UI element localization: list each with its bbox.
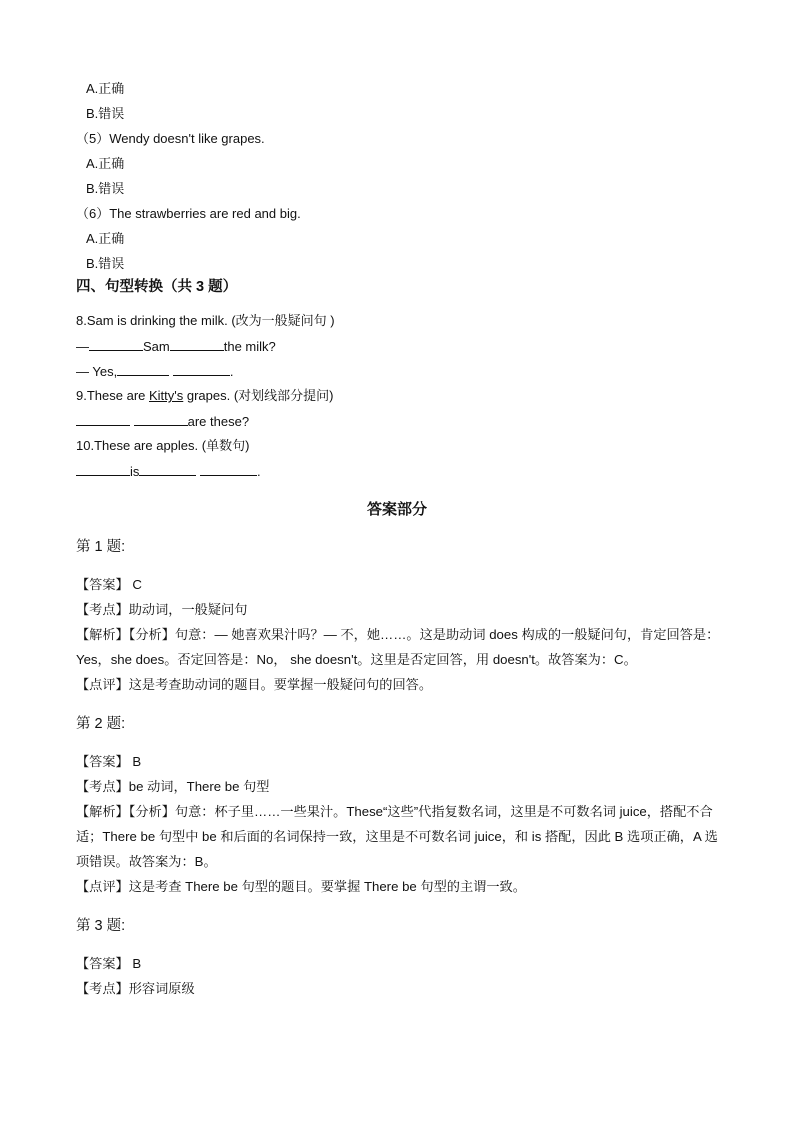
analysis-text: 句意：— 她喜欢果汁吗？— 不，她……。这是助动词 does 构成的一般疑问句，肯定回答是：Yes，she does。否定回答是：No， she doesn't。这里是否定回答，用 doesn't。故答案为：C。 [76, 627, 720, 667]
label: 【解析】【分析】 [76, 804, 175, 819]
word: the milk? [223, 339, 276, 354]
question-6-stem: （6）The strawberries are red and big. [76, 206, 301, 221]
label: 【答案】 [76, 754, 129, 769]
keypoint-value: 形容词原级 [128, 981, 195, 996]
label: 【解析】【分析】 [76, 627, 175, 642]
answer-blank [139, 462, 196, 476]
question-5-stem: （5）Wendy doesn't like grapes. [76, 131, 265, 146]
question-8-line1 [76, 337, 276, 356]
answer-item-header: 第 2 题: [76, 716, 126, 732]
option-b: B.错误 [86, 181, 125, 196]
answer-blank [200, 462, 257, 476]
label: 【点评】 [76, 879, 129, 894]
word: is [130, 464, 140, 479]
answer-blank [76, 412, 130, 426]
stem-text: grapes. (对划线部分提问) [183, 388, 334, 403]
section-title: 四、句型转换（共 3 题） [76, 279, 238, 295]
word: . [229, 364, 234, 379]
question-9-line1 [76, 412, 249, 431]
question-10-stem: 10.These are apples. (单数句) [76, 438, 250, 453]
label: 【考点】 [76, 779, 129, 794]
label: 【考点】 [76, 981, 129, 996]
answer-blank [117, 362, 169, 376]
option-a: A.正确 [86, 156, 125, 171]
answer-item-header: 第 1 题: [76, 539, 126, 555]
comment-line [76, 672, 724, 697]
question-9-stem [76, 387, 334, 405]
comment-text: 这是考查助动词的题目。要掌握一般疑问句的回答。 [128, 677, 433, 692]
answer-blank [170, 337, 224, 351]
word: Sam [143, 339, 170, 354]
answer-line [76, 951, 724, 976]
label: 【答案】 [76, 577, 129, 592]
analysis-paragraph [76, 622, 724, 672]
answer-blank [173, 362, 230, 376]
option-a: A.正确 [86, 81, 125, 96]
keypoint-value: 助动词，一般疑问句 [128, 602, 248, 617]
question-8-stem: 8.Sam is drinking the milk. (改为一般疑问句 ) [76, 313, 335, 328]
word: . [257, 464, 261, 479]
analysis-paragraph [76, 799, 724, 874]
underlined-word: Kitty's [149, 388, 184, 403]
keypoint-value: be 动词，There be 句型 [128, 779, 270, 794]
stem-text: 9.These are [76, 388, 149, 403]
option-b: B.错误 [86, 106, 125, 121]
comment-text: 这是考查 There be 句型的题目。要掌握 There be 句型的主谓一致。 [128, 879, 526, 894]
answer-item-header: 第 3 题: [76, 918, 126, 934]
answer-blank [134, 412, 188, 426]
answer-blank [89, 337, 143, 351]
word: are these? [187, 414, 250, 429]
answer-value: C [128, 577, 142, 592]
question-8-line2 [76, 362, 233, 381]
answers-title: 答案部分 [366, 501, 427, 518]
option-a: A.正确 [86, 231, 125, 246]
answer-value: B [128, 754, 142, 769]
label: 【考点】 [76, 602, 129, 617]
question-10-line1 [76, 462, 261, 481]
word: — Yes, [76, 364, 118, 379]
label: 【点评】 [76, 677, 129, 692]
keypoint-line [76, 597, 724, 622]
answer-line [76, 749, 724, 774]
answer-value: B [128, 956, 142, 971]
answer-line [76, 572, 724, 597]
answer-blank [76, 462, 130, 476]
dash-mark: — [76, 339, 89, 354]
comment-line [76, 874, 724, 899]
keypoint-line [76, 774, 724, 799]
keypoint-line [76, 976, 724, 1001]
option-b: B.错误 [86, 256, 125, 271]
analysis-text: 句意：杯子里……一些果汁。These“这些”代指复数名词，这里是不可数名词 juice，搭配不合适；There be 句型中 be 和后面的名词保持一致，这里是不可数名词 juice，和 is 搭配，因此 B 选项正确，A 选项错误。故答案为：B。 [76, 804, 718, 869]
label: 【答案】 [76, 956, 129, 971]
